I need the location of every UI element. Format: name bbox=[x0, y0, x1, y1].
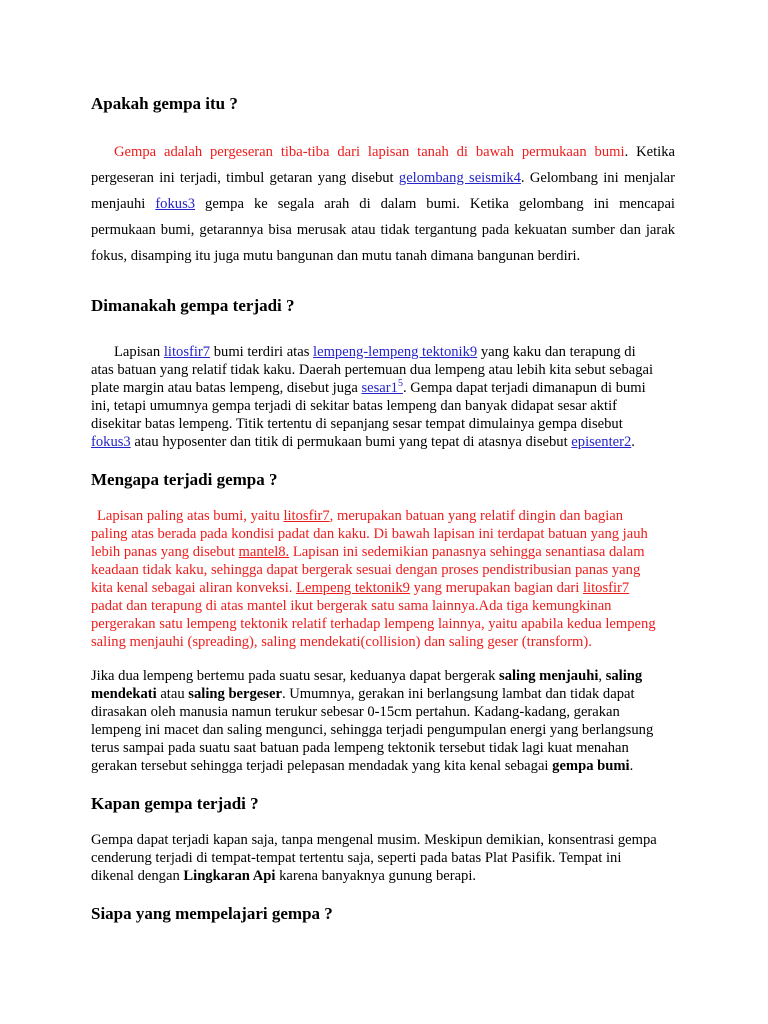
text-line: Lapisan litosfir7 bumi terdiri atas lempeng-lempeng tektonik9 yang kaku dan terapung di bbox=[114, 344, 636, 360]
text-line: Jika dua lempeng bertemu pada suatu sesar, keduanya dapat bergerak saling menjauhi, saling bbox=[91, 668, 643, 684]
text-line: cenderung terjadi di tempat-tempat tertentu saja, seperti pada batas Plat Pasifik. Tempat ini bbox=[91, 850, 622, 866]
text-line: terus sampai pada suatu saat batuan pada lempeng tektonik tersebut tidak lagi kuat menahan bbox=[91, 740, 629, 756]
heading-dimanakah-gempa: Dimanakah gempa terjadi ? bbox=[91, 296, 295, 315]
heading-kapan-gempa: Kapan gempa terjadi ? bbox=[91, 794, 259, 813]
paragraph-definisi-gempa bbox=[91, 139, 675, 269]
heading-mengapa-gempa: Mengapa terjadi gempa ? bbox=[91, 470, 278, 489]
text-line: kita kenal sebagai aliran konveksi. Lempeng tektonik9 yang merupakan bagian dari litosfir7 bbox=[91, 580, 630, 596]
link-lempeng-tektonik[interactable]: lempeng-lempeng tektonik9 bbox=[313, 344, 478, 360]
text-line: atas batuan yang relatif tidak kaku. Daerah pertemuan dua lempeng atau lebih kita sebut sebagai bbox=[91, 362, 654, 378]
text-line: dirasakan oleh manusia namun terukur sebesar 0-15cm pertahun. Kadang-kadang, gerakan bbox=[91, 704, 620, 720]
text-line: ini, tetapi umumnya gempa terjadi di sekitar batas lempeng dan banyak didapat sesar aktif bbox=[91, 398, 618, 414]
text-line: pergerakan satu lempeng tektonik relatif terhadap lempeng lainnya, yaitu apabila kedua lempeng bbox=[91, 616, 656, 632]
link-litosfir[interactable]: litosfir7 bbox=[283, 508, 330, 524]
text-line: Gempa adalah pergeseran tiba-tiba dari lapisan tanah di bawah permukaan bumi. Ketika bbox=[114, 144, 675, 160]
paragraph-lokasi-gempa bbox=[91, 343, 675, 451]
text-line: paling atas berada pada kondisi padat dan kaku. Di bawah lapisan ini terdapat batuan yang jauh bbox=[91, 526, 648, 542]
text-line: permukaan bumi, getarannya bisa merusak atau tidak tergantung pada kekuatan sumber dan jarak bbox=[91, 222, 675, 238]
text-line: disekitar batas lempeng. Titik tertentu di sepanjang sesar tempat dimulainya gempa disebut bbox=[91, 416, 623, 432]
text-line: menjauhi fokus3 gempa ke segala arah di dalam bumi. Ketika gelombang ini mencapai bbox=[91, 196, 675, 212]
link-episenter[interactable]: episenter2 bbox=[571, 434, 632, 450]
link-lempeng-tektonik[interactable]: Lempeng tektonik9 bbox=[296, 580, 410, 596]
text-line: lebih panas yang disebut mantel8. Lapisan ini sedemikian panasnya sehingga senantiasa dalam bbox=[91, 544, 645, 560]
text-line: lempeng ini macet dan saling mengunci, sehingga terjadi pengumpulan energi yang berlangsung bbox=[91, 722, 654, 738]
link-mantel[interactable]: mantel8. bbox=[238, 544, 290, 560]
text-line: dikenal dengan Lingkaran Api karena banyaknya gunung berapi. bbox=[91, 868, 477, 884]
text-line: gerakan tersebut sehingga terjadi pelepasan mendadak yang kita kenal sebagai gempa bumi. bbox=[91, 758, 634, 774]
text-line: Gempa dapat terjadi kapan saja, tanpa mengenal musim. Meskipun demikian, konsentrasi gempa bbox=[91, 832, 657, 848]
text-line: pergeseran ini terjadi, timbul getaran yang disebut gelombang seismik4. Gelombang ini menjalar bbox=[91, 170, 675, 186]
link-litosfir[interactable]: litosfir7 bbox=[163, 344, 211, 360]
link-sesar[interactable]: $sesar1^5$ bbox=[361, 378, 403, 396]
text-line: saling menjauhi (spreading), saling mendekati(collision) dan saling geser (transform). bbox=[91, 634, 592, 650]
text-line: keadaan tidak kaku, sehingga dapat bergerak sesuai dengan proses pendistribusian panas yang bbox=[91, 562, 641, 578]
heading-siapa-mempelajari: Siapa yang mempelajari gempa ? bbox=[91, 904, 333, 923]
text-line: fokus3 atau hyposenter dan titik di permukaan bumi yang tepat di atasnya disebut episenter2. bbox=[91, 434, 635, 450]
paragraph-waktu-gempa bbox=[91, 831, 675, 885]
link-gelombang-seismik[interactable]: gelombang seismik4 bbox=[398, 170, 521, 186]
text-line: padat dan terapung di atas mantel ikut bergerak satu sama lainnya.Ada tiga kemungkinan bbox=[91, 598, 612, 614]
text-line: Lapisan paling atas bumi, yaitu litosfir7, merupakan batuan yang relatif dingin dan bagian bbox=[97, 508, 624, 524]
link-litosfir[interactable]: litosfir7 bbox=[583, 580, 630, 596]
paragraph-pergerakan-lempeng bbox=[91, 667, 675, 775]
text-line: mendekati atau saling bergeser. Umumnya, gerakan ini berlangsung lambat dan tidak dapat bbox=[91, 686, 635, 702]
heading-apakah-gempa: Apakah gempa itu ? bbox=[91, 94, 238, 113]
link-fokus[interactable]: fokus3 bbox=[155, 196, 196, 212]
text-line: fokus, disamping itu juga mutu bangunan dan mutu tanah dimana bangunan berdiri. bbox=[91, 248, 581, 264]
text-line: plate margin atau batas lempeng, disebut juga $sesar1^5$. Gempa dapat terjadi dimanapun di bumi bbox=[91, 378, 646, 396]
link-fokus[interactable]: fokus3 bbox=[91, 434, 131, 450]
paragraph-penyebab-gempa bbox=[91, 507, 675, 651]
